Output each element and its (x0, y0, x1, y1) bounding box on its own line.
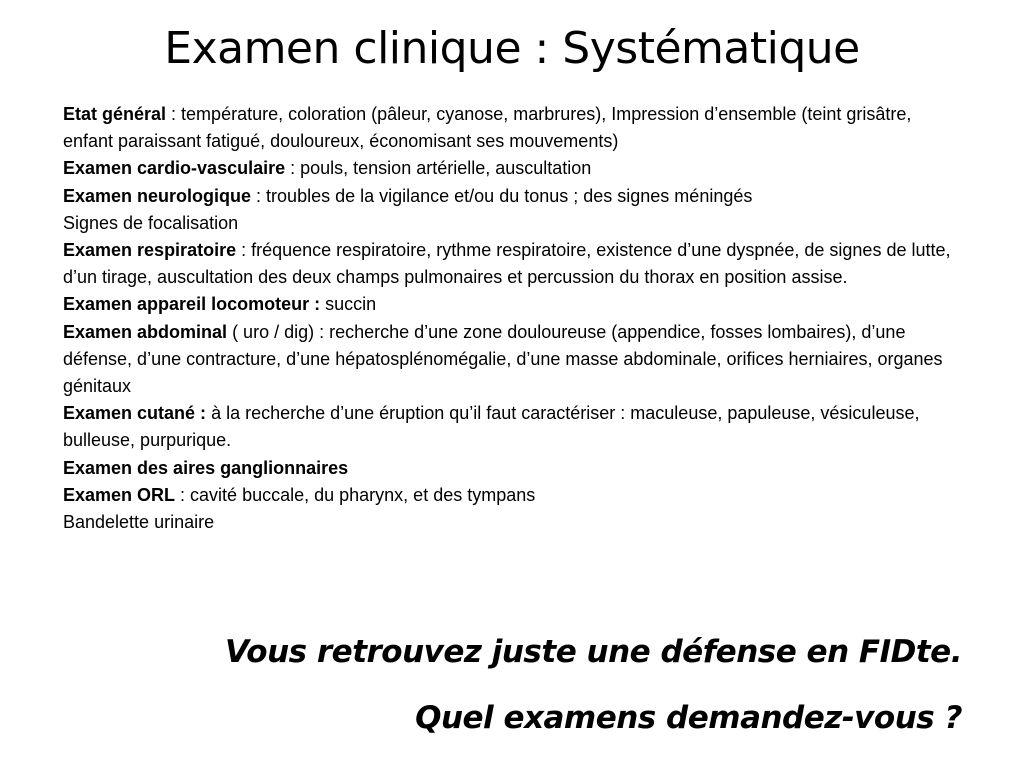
exam-item-abdominal (63, 319, 963, 401)
exam-item-label: Examen abdominal (63, 321, 228, 342)
exam-list (63, 101, 963, 536)
slide-title: Examen clinique : Systématique (164, 23, 860, 74)
exam-item-text: : cavité buccale, du pharynx, et des tympans (175, 484, 536, 505)
exam-item-label: Etat général (63, 104, 167, 124)
question-line-1: Vous retrouvez juste une défense en FIDte. (225, 634, 962, 670)
exam-item-label: Examen neurologique (63, 185, 252, 206)
exam-item-label: Examen des aires ganglionnaires (63, 457, 349, 478)
exam-item-cutane (63, 400, 963, 454)
exam-item-label: Examen ORL (63, 484, 176, 505)
exam-item-text: : troubles de la vigilance et/ou du tonus ; des signes méningés (251, 185, 753, 206)
exam-item-neurologique (63, 183, 963, 210)
exam-item-text: Bandelette urinaire (63, 512, 215, 533)
exam-item-text: à la recherche d’une éruption qu’il faut caractériser : maculeuse, papuleuse, vésiculeuse, bulleuse, purpurique. (63, 403, 920, 451)
exam-item-aires-ganglionnaires (63, 455, 963, 482)
exam-item-bandelette-urinaire (63, 509, 963, 536)
exam-item-text: succin (320, 294, 377, 315)
exam-item-text: : pouls, tension artérielle, auscultation (285, 158, 592, 179)
exam-item-text: : fréquence respiratoire, rythme respiratoire, existence d’une dyspnée, de signes de lutte, d’un tirage, auscultation des deux champs pulmonaires et percussion du thorax en position assise. (63, 240, 951, 288)
exam-item-label: Examen cutané : (63, 403, 207, 424)
exam-item-text: : température, coloration (pâleur, cyanose, marbrures), Impression d’ensemble (teint grisâtre, enfant paraissant fatigué, douloureux, économisant ses mouvements) (63, 104, 912, 152)
exam-item-text: ( uro / dig) : recherche d’une zone douloureuse (appendice, fosses lombaires), d’une défense, d’une contracture, d’une hépatosplénomégalie, d’une masse abdominale, orifices herniaires, organes génitaux (63, 321, 943, 397)
exam-item-label: Examen cardio-vasculaire (63, 158, 286, 179)
exam-item-respiratoire (63, 237, 963, 291)
exam-item-text: Signes de focalisation (63, 212, 239, 233)
exam-item-orl (63, 482, 963, 509)
exam-item-cardio-vasculaire (63, 155, 963, 182)
exam-item-etat-general (63, 101, 963, 155)
exam-item-label: Examen respiratoire (63, 240, 237, 261)
exam-item-label: Examen appareil locomoteur : (63, 294, 321, 315)
exam-item-locomoteur (63, 291, 963, 318)
exam-item-focalisation (63, 210, 963, 237)
question-line-2: Quel examens demandez-vous ? (415, 700, 962, 736)
